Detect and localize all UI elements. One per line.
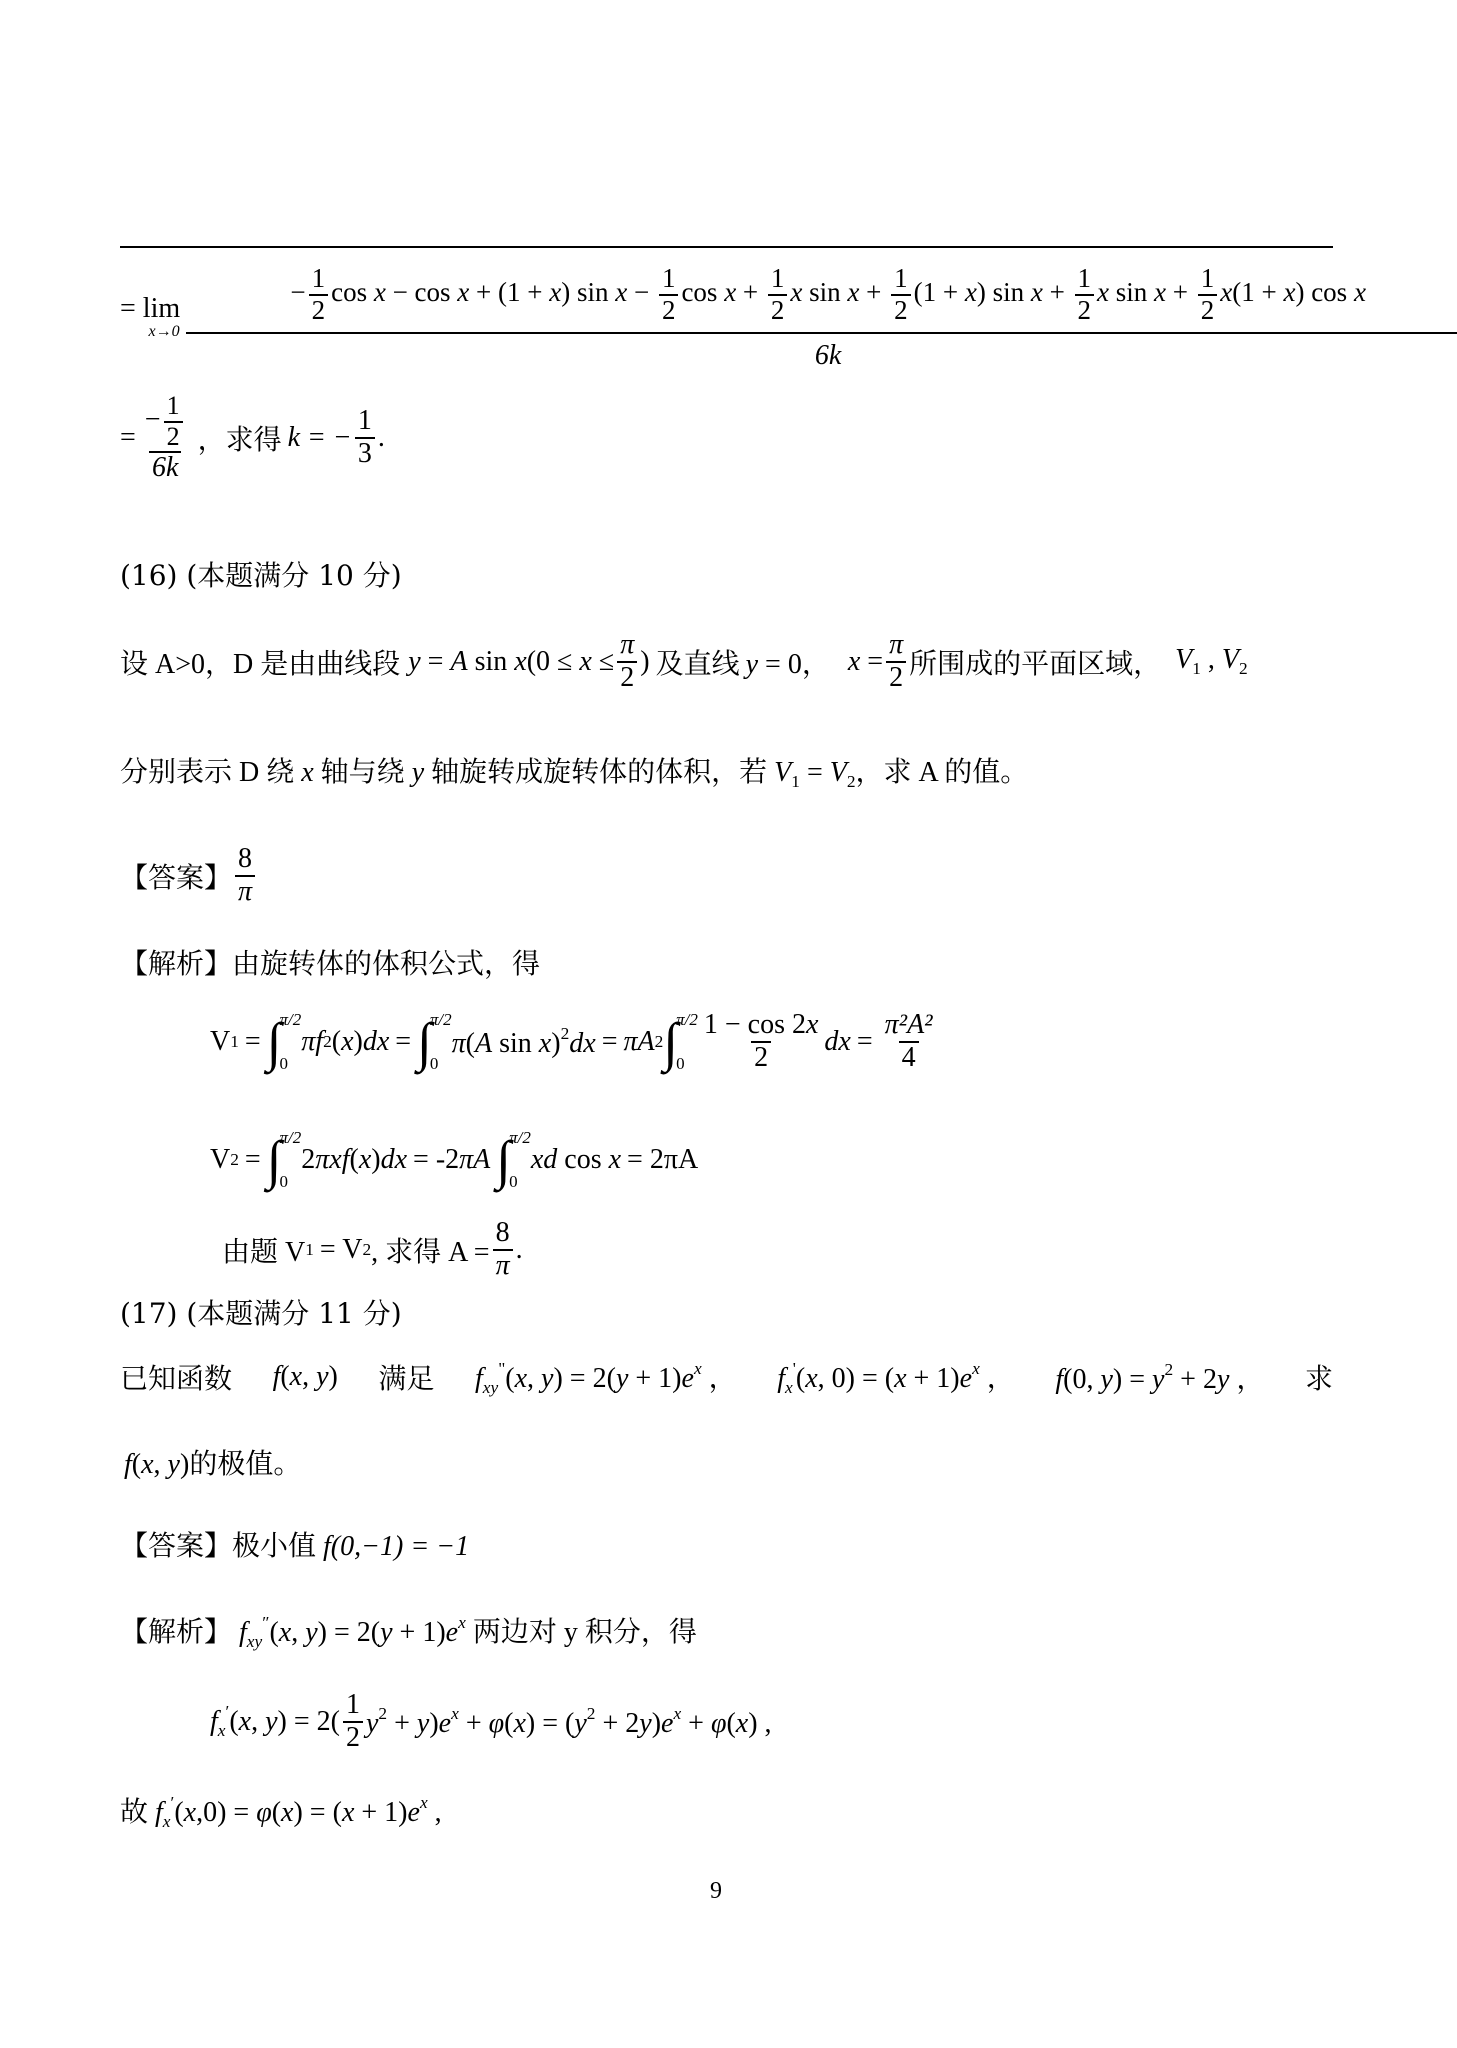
limit-sub: x→0 xyxy=(148,323,180,340)
q17-derivation: $f_x'(x$, y) = 2( $\frac{1}{2}$ $y^2 + y)e^x + \varphi(x) = (y^2 + 2y)e^x + \varphi(x)$ , xyxy=(210,1689,772,1753)
v1-formula: V 1 = ∫ π/2 0 πf 2 (x)dx = ∫ π/2 0 π(A sin x)$^2$dx = πA 2 ∫ π/2 0 $\frac{1 - \cos 2x}{2}$ dx = $\frac{\text{π²A²}}{4}$ xyxy=(210,1009,933,1073)
result-line: = − $\frac{1}{2}$ 6k ，求得 k = − $\frac{1}{3}$ . xyxy=(120,391,385,484)
q17-problem-line2: f(x, y)的极值。 xyxy=(124,1449,302,1480)
q16-problem-line2: 分别表示 D 绕 x 轴与绕 y 轴旋转成旋转体的体积，若 $V_1 = V_2$，求 A 的值。 xyxy=(120,757,1029,792)
q17-answer: 【答案】极小值 f(0,−1) = −1 xyxy=(120,1529,470,1562)
q16-answer: 【答案】 $\frac{8}{\pi}$ xyxy=(120,844,258,908)
q16-header: (16) (本题满分 10 分) xyxy=(120,559,402,592)
top-rule xyxy=(120,246,1333,248)
q17-problem-line1: 已知函数 f(x, y) 满足 $f_{xy}^"(x$, $y) = 2(y + 1)e^x$ ， $f_x'(x$, $0) = (x + 1)e^x$ ， f(0, $y) = y^2 + 2y$ ， 求 xyxy=(120,1358,1333,1398)
q16-problem-line1: 设 A>0，D 是由曲线段 y = A sin x(0 ≤ x ≤ $\frac{\pi}{2}$ ) 及直线 y = 0， x = $\frac{\pi}{2}$ 所围成的平面区域， $V_1$ , $V_2$ xyxy=(120,629,1248,693)
answer-label: 【答案】 xyxy=(120,860,233,894)
k-label: k = − xyxy=(287,421,352,453)
q16-conclusion: 由题 V 1 = V 2 , 求得 A = $\frac{8}{\pi}$ . xyxy=(222,1217,523,1281)
q17-therefore: 故 $f_x'(x,0) = \varphi(x) = (x + 1)e^x$ , xyxy=(120,1792,442,1832)
v2-formula: V 2 = ∫ π/2 0 2πxf(x)dx = -2πA ∫ π/2 0 xd cos x = 2πA xyxy=(210,1128,699,1191)
limit-formula xyxy=(120,258,1457,378)
q17-analysis: 【解析】 $f_{xy}''(x$, $y) = 2(y + 1)e^x$ 两边对 y 积分，得 xyxy=(120,1612,697,1652)
q17-header: (17) (本题满分 11 分) xyxy=(120,1297,402,1330)
limit-numerator: − $\frac{1}{2}$ cos x − cos x + (1 + x) sin x − $\frac{1}{2}$ cos x + $\frac{1}{2}$ x sin x + $\frac{1}{2}$ (1 + x) sin x + $\frac{1}{2}$ x sin x + $\frac{1}{2}$ x(1 + x) cos x xyxy=(290,263,1366,325)
page-number: 9 xyxy=(710,1878,722,1904)
limit-denominator: 6k xyxy=(814,340,842,371)
result-text: ，求得 xyxy=(197,424,282,456)
limit-prefix: = lim xyxy=(120,293,181,324)
q16-analysis: 【解析】由旋转体的体积公式，得 xyxy=(120,947,541,980)
